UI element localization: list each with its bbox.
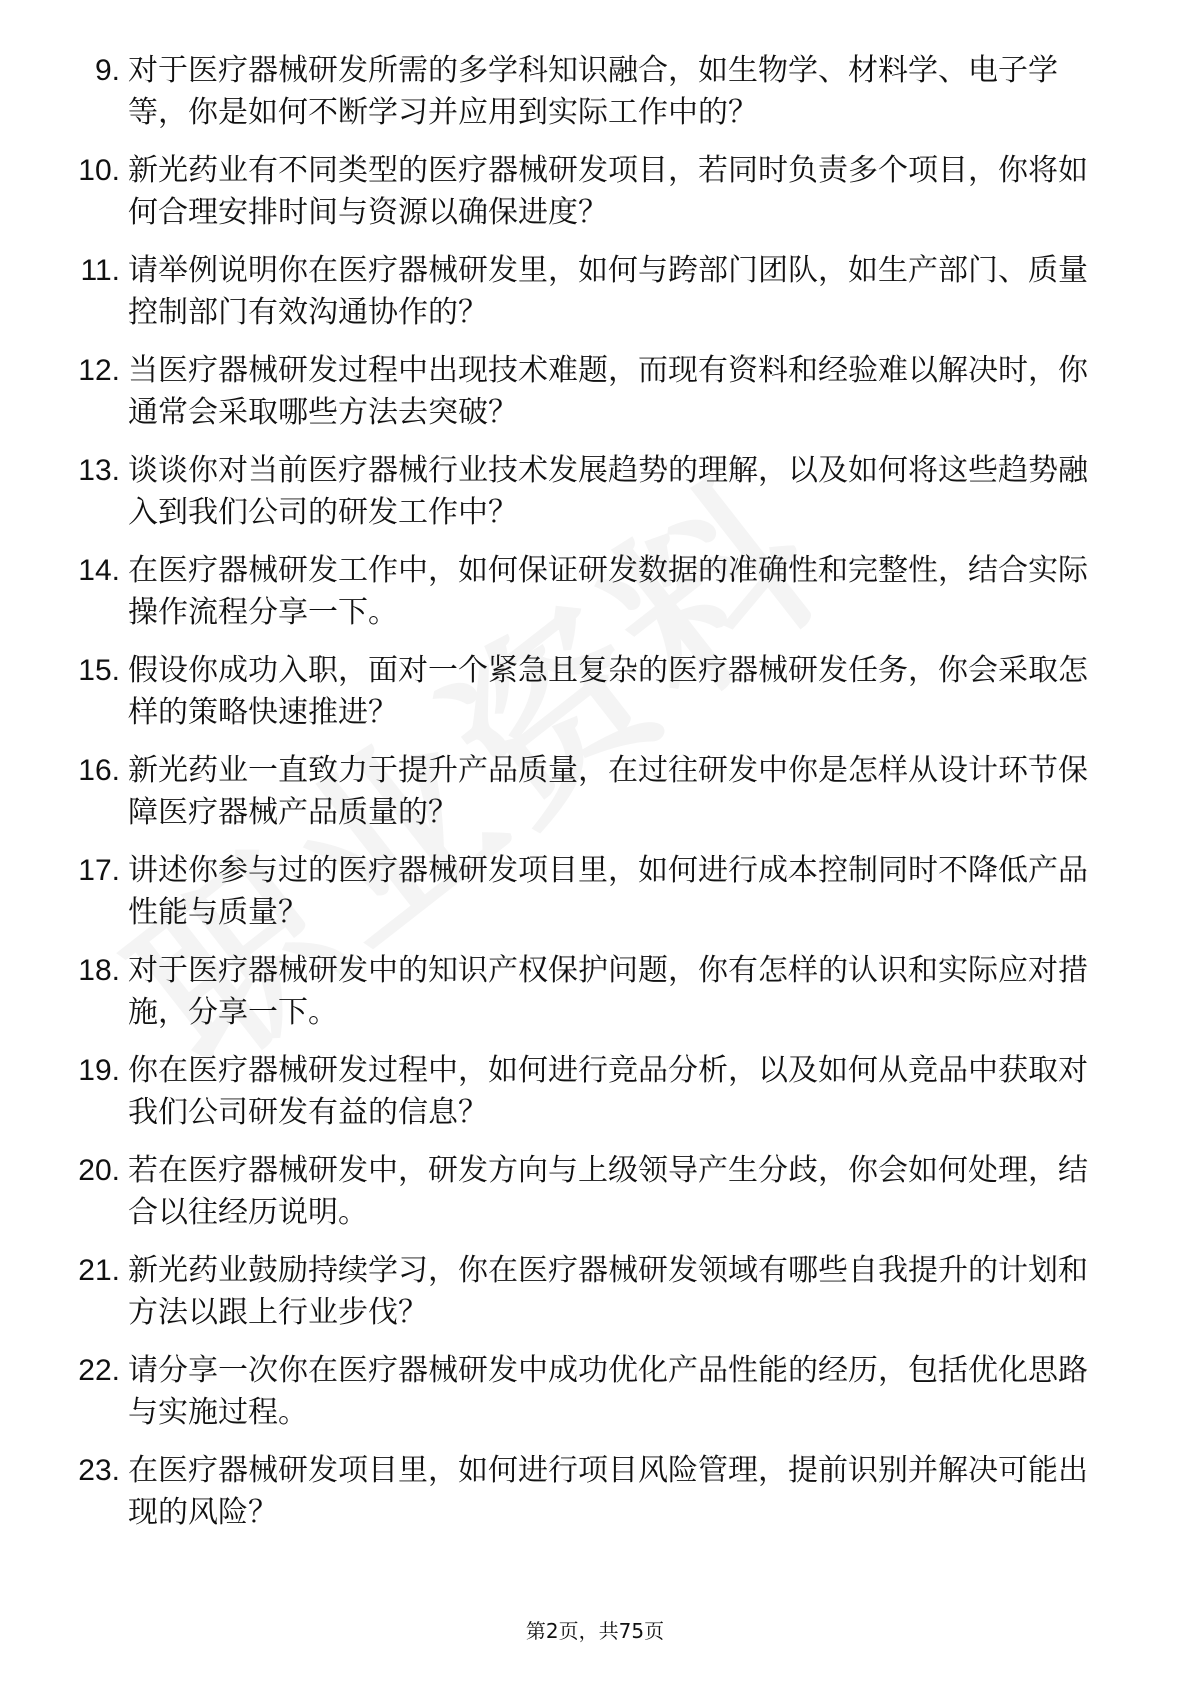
question-text: 对于医疗器械研发中的知识产权保护问题，你有怎样的认识和实际应对措施，分享一下。 <box>128 953 1088 1030</box>
question-number: 13. <box>78 454 120 487</box>
question-text: 请分享一次你在医疗器械研发中成功优化产品性能的经历，包括优化思路与实施过程。 <box>128 1353 1088 1430</box>
question-list <box>60 50 1110 1550</box>
page-number: 第2页，共75页 <box>525 1619 665 1643</box>
question-number: 16. <box>78 754 120 787</box>
question-text: 假设你成功入职，面对一个紧急且复杂的医疗器械研发任务，你会采取怎样的策略快速推进？ <box>128 653 1088 730</box>
question-item <box>60 1150 1110 1234</box>
question-number: 19. <box>78 1054 120 1087</box>
question-text: 对于医疗器械研发所需的多学科知识融合，如生物学、材料学、电子学等，你是如何不断学习并应用到实际工作中的？ <box>128 53 1058 130</box>
page-footer <box>0 1615 1190 1644</box>
question-number: 9. <box>94 54 120 87</box>
question-number: 11. <box>80 254 120 287</box>
question-number: 21. <box>78 1254 120 1287</box>
question-text: 请举例说明你在医疗器械研发里，如何与跨部门团队，如生产部门、质量控制部门有效沟通协作的？ <box>128 253 1088 330</box>
question-number: 14. <box>78 554 120 587</box>
question-number: 18. <box>78 954 120 987</box>
question-item <box>60 1050 1110 1134</box>
question-text: 当医疗器械研发过程中出现技术难题，而现有资料和经验难以解决时，你通常会采取哪些方法去突破？ <box>128 353 1088 430</box>
question-item <box>60 550 1110 634</box>
question-item <box>60 750 1110 834</box>
question-item <box>60 250 1110 334</box>
question-item <box>60 950 1110 1034</box>
question-text: 讲述你参与过的医疗器械研发项目里，如何进行成本控制同时不降低产品性能与质量？ <box>128 853 1088 930</box>
question-text: 新光药业鼓励持续学习，你在医疗器械研发领域有哪些自我提升的计划和方法以跟上行业步伐？ <box>128 1253 1088 1330</box>
question-item <box>60 650 1110 734</box>
question-text: 在医疗器械研发工作中，如何保证研发数据的准确性和完整性，结合实际操作流程分享一下。 <box>128 553 1088 630</box>
question-text: 新光药业有不同类型的医疗器械研发项目，若同时负责多个项目，你将如何合理安排时间与资源以确保进度？ <box>128 153 1088 230</box>
question-text: 谈谈你对当前医疗器械行业技术发展趋势的理解，以及如何将这些趋势融入到我们公司的研发工作中？ <box>128 453 1088 530</box>
question-item <box>60 1450 1110 1534</box>
question-item <box>60 350 1110 434</box>
question-number: 23. <box>78 1454 120 1487</box>
question-item <box>60 1350 1110 1434</box>
question-number: 12. <box>78 354 120 387</box>
question-item <box>60 450 1110 534</box>
question-number: 15. <box>78 654 120 687</box>
question-item <box>60 50 1110 134</box>
question-text: 在医疗器械研发项目里，如何进行项目风险管理，提前识别并解决可能出现的风险？ <box>128 1453 1088 1530</box>
question-number: 17. <box>78 854 120 887</box>
question-number: 22. <box>78 1354 120 1387</box>
question-text: 新光药业一直致力于提升产品质量，在过往研发中你是怎样从设计环节保障医疗器械产品质量的？ <box>128 753 1088 830</box>
question-text: 你在医疗器械研发过程中，如何进行竞品分析，以及如何从竞品中获取对我们公司研发有益的信息？ <box>128 1053 1088 1130</box>
question-number: 20. <box>78 1154 120 1187</box>
question-item <box>60 150 1110 234</box>
question-number: 10. <box>78 154 120 187</box>
question-item <box>60 1250 1110 1334</box>
question-text: 若在医疗器械研发中，研发方向与上级领导产生分歧，你会如何处理，结合以往经历说明。 <box>128 1153 1088 1230</box>
question-item <box>60 850 1110 934</box>
